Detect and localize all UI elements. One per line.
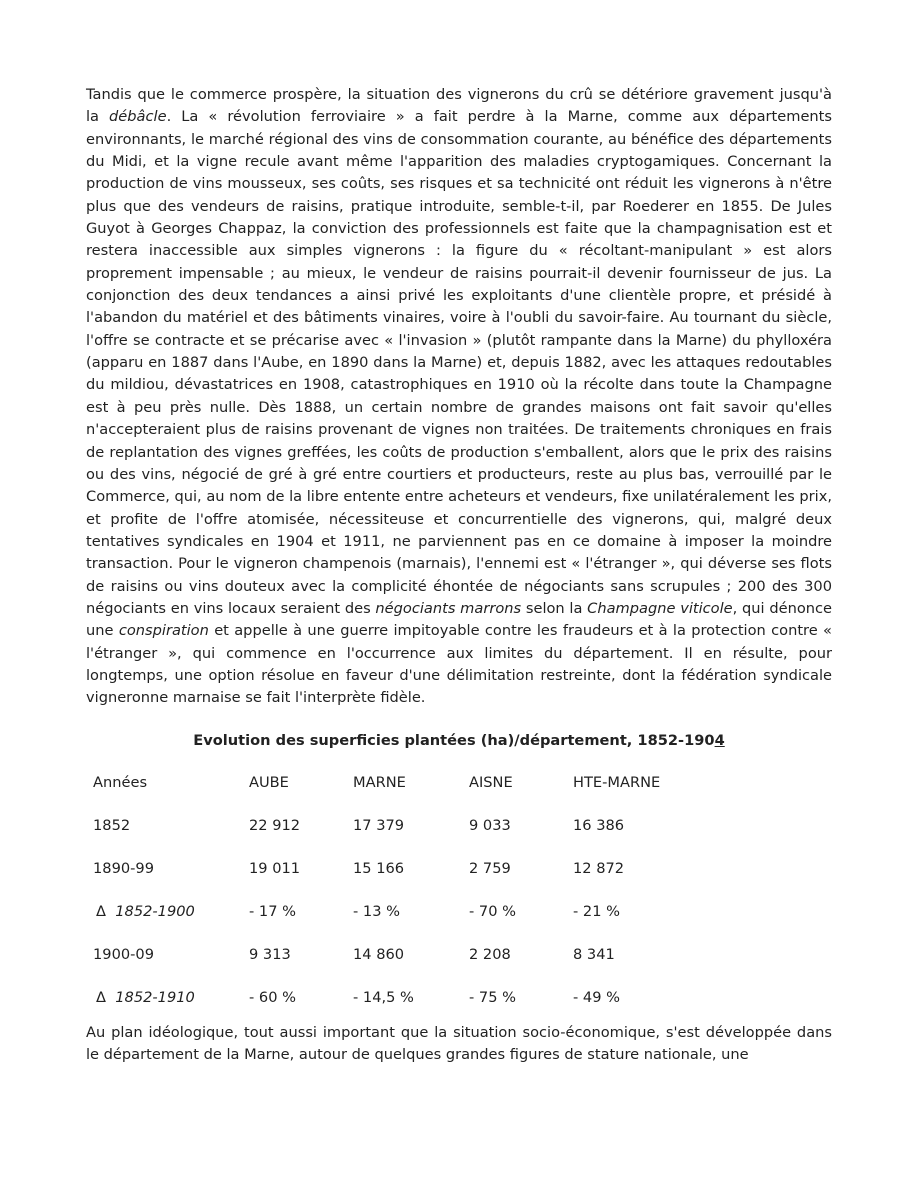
table-title: Evolution des superficies plantées (ha)/département, 1852-1904 [193,731,725,749]
table-row-delta [87,890,729,933]
table-cell: - 75 % [469,988,516,1006]
body-paragraph [86,84,832,710]
table-cell: 15 166 [353,859,405,877]
table-cell: - 17 % [249,902,296,920]
paragraph-text: et appelle à une guerre impitoyable contre les fraudeurs et à la protection contre « l'étranger », qui commence en l'occurrence aux limites du département. Il en résulte, pour longtemps, une option résolue en faveur d'une délimitation restreinte, dont la fédération syndicale vigneronne marnaise se fait l'interprète fidèle. [86,622,832,707]
italic-term: négociants marrons [375,599,522,617]
table-row [87,847,729,890]
table-cell: 12 872 [573,859,625,877]
table-cell: 2 208 [469,945,511,963]
table-cell: 9 033 [469,816,511,834]
row-label: 1900-09 [93,945,154,963]
header-cell: MARNE [353,773,406,791]
table-header-row [87,761,729,804]
document-page [86,84,832,1066]
table-cell: - 49 % [573,988,620,1006]
table-cell: - 21 % [573,902,620,920]
table-cell: 2 759 [469,859,511,877]
table-cell: 17 379 [353,816,405,834]
surface-table [87,761,729,1019]
table-cell: - 70 % [469,902,516,920]
table-cell: 19 011 [249,859,301,877]
row-label: 1852 [93,816,131,834]
footnote-link[interactable]: 4 [714,731,725,749]
row-label: 1890-99 [93,859,154,877]
header-cell: AISNE [469,773,513,791]
table-cell: - 14,5 % [353,988,414,1006]
italic-term: Champagne viticole [587,599,733,617]
table-cell: 9 313 [249,945,291,963]
delta-symbol: Δ [96,902,106,920]
table-cell: 8 341 [573,945,615,963]
paragraph-text: selon la [521,599,588,617]
table-cell: - 60 % [249,988,296,1006]
paragraph-text: , qui dénonce une [86,599,833,640]
italic-term: débâcle [109,108,167,126]
paragraph-text: . La « révolution ferroviaire » a fait perdre à la Marne, comme aux départements environnants, le marché régional des vins de consommation courante, au bénéfice des départements du Midi, et la vigne recule avant même l'apparition des maladies cryptogamiques. Concernant la production de vins mousseux, ses coûts, ses risques et sa technicité ont réduit les vignerons à n'être plus que des vendeurs de raisins, pratique introduite, semble-t-il, par Roederer en 1855. De Jules Guyot à Georges Chappaz, la conviction des professionnels est faite que la champagnisation est et restera inaccessible aux simples vignerons : la figure du « récoltant-manipulant » est alors proprement impensable ; au mieux, le vendeur de raisins pourrait-il devenir fournisseur de jus. La conjonction des deux tendances a ainsi privé les exploitants d'une clientèle propre, et présidé à l'abandon du matériel et des bâtiments vinaires, voire à l'oubli du savoir-faire. Au tournant du siècle, l'offre se contracte et se précarise avec « l'invasion » (plutôt rampante dans la Marne) du phylloxéra (apparu en 1887 dans l'Aube, en 1890 dans la Marne) et, depuis 1882, avec les attaques redoutables du mildiou, dévastatrices en 1908, catastrophiques en 1910 où la récolte dans toute la Champagne est à peu près nulle. Dès 1888, un certain nombre de grandes maisons ont fait savoir qu'elles n'accepteraient plus de raisins provenant de vignes non traitées. De traitements chroniques en frais de replantation des vignes greffées, les coûts de production s'emballent, alors que le prix des raisins ou des vins, négocié de gré à gré entre courtiers et producteurs, reste au plus bas, verrouillé par le Commerce, qui, au nom de la libre entente entre acheteurs et vendeurs, fixe unilatéralement les prix, et profite de l'offre atomisée, nécessiteuse et concurrentielle des vignerons, qui, malgré deux tentatives syndicales en 1904 et 1911, ne parviennent pas en ce domaine à imposer la moindre transaction. Pour le vigneron champenois (marnais), l'ennemi est « l'étranger », qui déverse ses flots de raisins ou vins douteux avec la complicité éhontée de négociants sans scrupules ; 200 des 300 négociants en vins locaux seraient des [86,108,833,617]
table-cell: - 13 % [353,902,400,920]
header-cell: Années [93,773,148,791]
row-label: Δ 1852-1910 [96,988,195,1006]
header-cell: HTE-MARNE [573,773,661,791]
table-row [87,804,729,847]
paragraph-text: Tandis que le commerce prospère, la situation des vignerons du crû se détériore gravement jusqu'à la [86,86,832,126]
table-cell: 16 386 [573,816,625,834]
delta-symbol: Δ [96,988,106,1006]
table-cell: 22 912 [249,816,301,834]
table-row-delta [87,976,729,1019]
table-cell: 14 860 [353,945,405,963]
table-row [87,933,729,976]
header-cell: AUBE [249,773,289,791]
row-label: Δ 1852-1900 [96,902,195,920]
italic-term: conspiration [118,622,209,640]
body-paragraph: Au plan idéologique, tout aussi important que la situation socio-économique, s'est développée dans le département de la Marne, autour de quelques grandes figures de stature nationale, une [86,1023,832,1063]
